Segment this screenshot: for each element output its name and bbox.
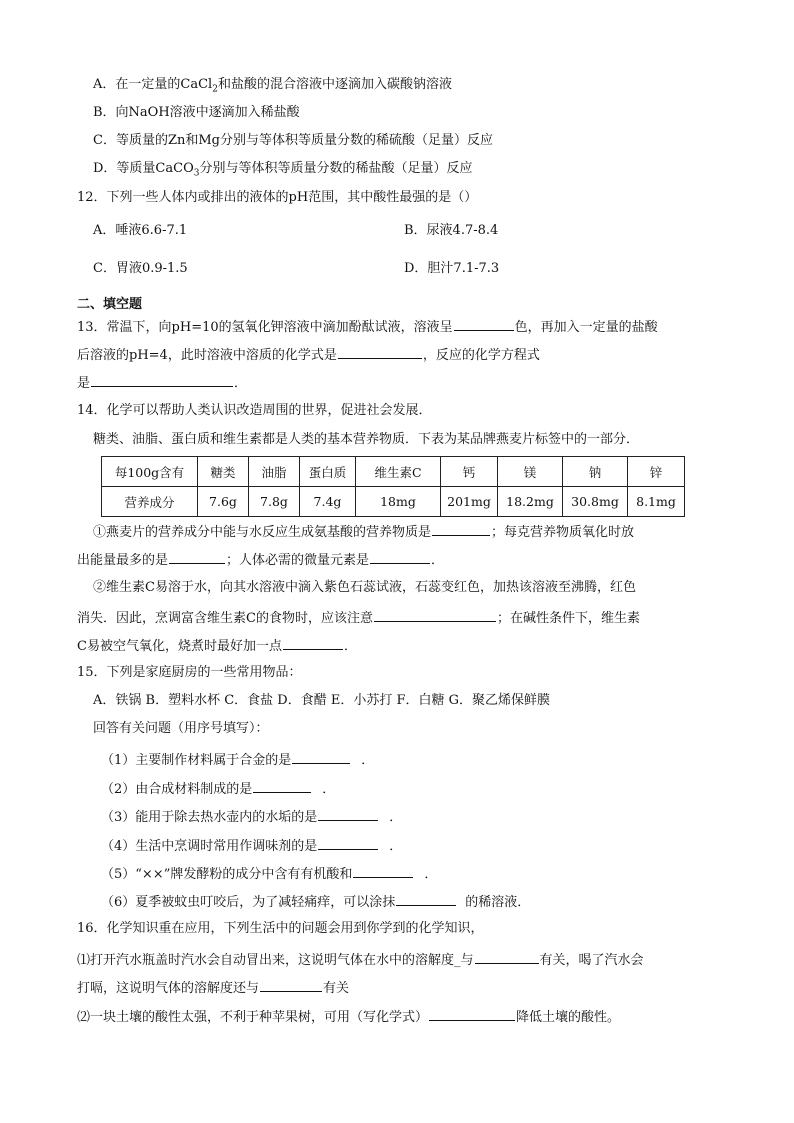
q12-option-c: C．胃液0.9-1.5 xyxy=(93,261,188,276)
q11-option-a xyxy=(93,76,452,94)
q15-s6-text-1: （6）夏季被蚊虫叮咬后，为了减轻痛痒，可以涂抹 xyxy=(101,895,396,910)
q14-p1-text-3: 出能量最多的是 xyxy=(77,553,169,568)
q13-line-2 xyxy=(77,344,540,365)
header-cell: 钙 xyxy=(441,457,498,487)
header-cell: 蛋白质 xyxy=(300,457,356,487)
q14-p2-text-4: ． xyxy=(343,639,357,654)
q14-part2-line-1: ②维生素C易溶于水，向其水溶液中滴入紫色石蕊试液，石蕊变红色，加热该溶液至沸腾，红色 xyxy=(93,580,636,595)
q15-blank-6 xyxy=(396,891,456,906)
q14-intro: 糖类、油脂、蛋白质和维生素都是人类的基本营养物质．下表为某品牌燕麦片标签中的一部分． xyxy=(93,432,640,447)
value-cell: 18mg xyxy=(356,487,441,517)
header-cell: 维生素C xyxy=(356,457,441,487)
value-cell: 18.2mg xyxy=(498,487,563,517)
header-cell: 糖类 xyxy=(198,457,249,487)
q15-blank-5 xyxy=(353,863,413,878)
q14-blank-protein xyxy=(432,521,490,536)
q16-sub-2 xyxy=(77,1006,620,1027)
q12-stem: 12．下列一些人体内或排出的液体的pH范围，其中酸性最强的是（） xyxy=(77,190,478,205)
q14-stem: 14．化学可以帮助人类认识改造周围的世界，促进社会发展． xyxy=(77,403,432,418)
q15-sub-3 xyxy=(101,806,402,827)
q11-a-post: 和盐酸的混合溶液中逐滴加入碳酸钠溶液 xyxy=(217,77,452,92)
q15-s3-end: ． xyxy=(389,810,403,825)
q15-s1-end: ． xyxy=(361,753,375,768)
q13-line-3 xyxy=(77,372,247,393)
q14-blank-additive xyxy=(283,635,343,650)
q13-blank-color xyxy=(454,316,514,331)
q16-s1-text-4: 有关 xyxy=(323,981,350,996)
q14-p2-text-3: C易被空气氧化，烧煮时最好加一点 xyxy=(77,639,282,654)
q13-text-3: 后溶液的pH=4，此时溶液中溶质的化学式是 xyxy=(77,348,337,363)
q12-option-b: B．尿液4.7-8.4 xyxy=(404,223,499,238)
q11-option-d xyxy=(93,160,472,178)
q15-blank-2 xyxy=(253,778,311,793)
q13-text-4: ，反应的化学方程式 xyxy=(422,348,540,363)
q13-blank-solute xyxy=(338,344,422,359)
q14-p2-text-1: 消失．因此，烹调富含维生素C的食物时，应该注意 xyxy=(77,611,373,626)
q15-sub-2 xyxy=(101,778,335,799)
q15-s2-end: ． xyxy=(322,782,336,797)
q13-blank-equation xyxy=(91,372,233,387)
q14-part2-line-3 xyxy=(77,635,357,656)
table-row xyxy=(102,487,685,517)
value-cell: 201mg xyxy=(441,487,498,517)
header-cell: 锌 xyxy=(628,457,685,487)
q11-option-c: C．等质量的Zn和Mg分别与等体积等质量分数的稀硫酸（足量）反应 xyxy=(93,133,493,148)
q14-p1-text-5: ． xyxy=(431,553,445,568)
q13-text-6: ． xyxy=(234,376,248,391)
q15-blank-3 xyxy=(318,806,378,821)
q15-blank-4 xyxy=(318,835,378,850)
value-cell: 7.8g xyxy=(249,487,300,517)
header-cell: 钠 xyxy=(563,457,628,487)
q14-p1-text-4: ；人体必需的微量元素是 xyxy=(226,553,370,568)
q12-option-d: D．胆汁7.1-7.3 xyxy=(404,261,500,276)
header-cell: 镁 xyxy=(498,457,563,487)
q14-p1-text-2: ；每克营养物质氧化时放 xyxy=(491,525,635,540)
q14-blank-trace xyxy=(370,549,430,564)
q15-prompt: 回答有关问题（用序号填写）： xyxy=(93,721,269,736)
q11-option-b: B．向NaOH溶液中逐滴加入稀盐酸 xyxy=(93,105,300,120)
q16-sub-1-line-2 xyxy=(77,977,349,998)
q15-items: A．铁锅 B．塑料水杯 C．食盐 D．食醋 E．小苏打 F．白糖 G．聚乙烯保鲜膜 xyxy=(93,693,550,708)
q14-p1-text-1: ①燕麦片的营养成分中能与水反应生成氨基酸的营养物质是 xyxy=(93,525,432,540)
q16-s1-text-2: 有关，喝了汽水会 xyxy=(539,953,644,968)
q15-s5-end: ． xyxy=(424,867,438,882)
q15-s3-text: （3）能用于除去热水壶内的水垢的是 xyxy=(101,810,318,825)
q11-d-pre: D．等质量CaCO xyxy=(93,161,194,176)
q15-s6-text-2: 的稀溶液． xyxy=(465,895,531,910)
q16-s2-text-1: ⑵一块土壤的酸性太强，不利于种苹果树，可用（写化学式） xyxy=(77,1010,429,1025)
q14-part2-line-2 xyxy=(77,607,640,628)
q15-sub-6 xyxy=(101,891,530,912)
q15-blank-1 xyxy=(292,749,350,764)
q11-d-post: 分别与等体积等质量分数的稀盐酸（足量）反应 xyxy=(199,161,473,176)
q14-part1-line-1 xyxy=(93,521,634,542)
q13-line-1 xyxy=(77,316,658,337)
q11-a-sub: 2 xyxy=(212,84,218,95)
value-cell: 8.1mg xyxy=(628,487,685,517)
row-header-2: 营养成分 xyxy=(102,487,198,517)
q14-blank-cooking xyxy=(374,607,496,622)
section-heading-fill-in: 二、填空题 xyxy=(77,297,143,312)
value-cell: 30.8mg xyxy=(563,487,628,517)
q14-p2-text-2: ；在碱性条件下，维生素 xyxy=(496,611,640,626)
q16-s1-text-3: 打嗝，这说明气体的溶解度还与 xyxy=(77,981,260,996)
q16-sub-1-line-1 xyxy=(77,949,644,970)
q16-s2-text-2: 降低土壤的酸性。 xyxy=(516,1010,621,1025)
q16-s1-text-1: ⑴打开汽水瓶盖时汽水会自动冒出来，这说明气体在水中的溶解度_与 xyxy=(77,953,474,968)
header-cell: 油脂 xyxy=(249,457,300,487)
q12-option-a: A．唾液6.6-7.1 xyxy=(93,223,188,238)
q13-text-1: 13．常温下，向pH=10的氢氧化钾溶液中滴加酚酞试液，溶液呈 xyxy=(77,320,453,335)
q15-sub-4 xyxy=(101,835,402,856)
q15-s1-text: （1）主要制作材料属于合金的是 xyxy=(101,753,292,768)
q15-s2-text: （2）由合成材料制成的是 xyxy=(101,782,253,797)
nutrition-table xyxy=(101,456,685,517)
q14-blank-energy xyxy=(169,549,225,564)
q11-d-sub: 3 xyxy=(193,168,200,179)
q15-s4-text: （4）生活中烹调时常用作调味剂的是 xyxy=(101,839,318,854)
q15-sub-5 xyxy=(101,863,437,884)
q15-s4-end: ． xyxy=(389,839,403,854)
q16-stem: 16．化学知识重在应用，下列生活中的问题会用到你学到的化学知识， xyxy=(77,921,484,936)
q14-part1-line-2 xyxy=(77,549,444,570)
q15-stem: 15．下列是家庭厨房的一些常用物品： xyxy=(77,665,302,680)
row-header-1: 每100g含有 xyxy=(102,457,198,487)
q15-s5-text: （5）“××”牌发酵粉的成分中含有有机酸和 xyxy=(101,867,353,882)
value-cell: 7.4g xyxy=(300,487,356,517)
q11-a-pre: A．在一定量的CaCl xyxy=(93,77,213,92)
q15-sub-1 xyxy=(101,749,374,770)
q16-blank-pressure xyxy=(475,949,539,964)
value-cell: 7.6g xyxy=(198,487,249,517)
q16-blank-temperature xyxy=(260,977,322,992)
q16-blank-formula xyxy=(429,1006,515,1021)
table-row xyxy=(102,457,685,487)
q13-text-5: 是 xyxy=(77,376,91,391)
q13-text-2: 色，再加入一定量的盐酸 xyxy=(514,320,658,335)
